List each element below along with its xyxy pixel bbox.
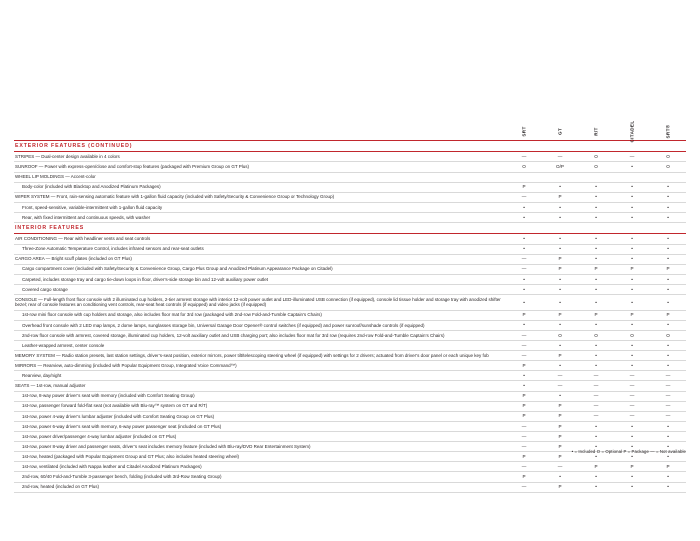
table-row: [14, 351, 686, 361]
table-row: [14, 172, 686, 182]
feature-label: AIR CONDITIONING — Rear with headliner vents and seat controls: [15, 236, 151, 242]
availability-cell: P: [542, 264, 578, 274]
availability-cell: •: [614, 192, 650, 202]
column-header-label: R/T: [593, 127, 599, 136]
feature-label-cell: [14, 320, 506, 330]
table-row: [14, 192, 686, 202]
availability-cell: O: [650, 330, 686, 340]
table-row: [14, 152, 686, 162]
availability-cell: P: [614, 264, 650, 274]
section-title: INTERIOR FEATURES: [14, 223, 686, 234]
availability-cell: —: [506, 432, 542, 442]
availability-cell: •: [650, 351, 686, 361]
availability-cell: •: [614, 351, 650, 361]
table-row: [14, 202, 686, 212]
column-header-4: [650, 108, 686, 141]
feature-label-cell: [14, 202, 506, 212]
availability-cell: P: [578, 310, 614, 320]
availability-cell: •: [614, 432, 650, 442]
availability-cell: •: [614, 284, 650, 294]
availability-cell: —: [578, 411, 614, 421]
availability-cell: •: [578, 192, 614, 202]
feature-label-cell: [14, 432, 506, 442]
availability-cell: •: [614, 212, 650, 222]
column-header-1: [542, 108, 578, 141]
availability-cell: •: [506, 212, 542, 222]
column-headers-row: [14, 108, 686, 141]
availability-cell: •: [578, 472, 614, 482]
feature-label: Leather-wrapped armrest, center console: [22, 342, 105, 348]
availability-cell: [506, 172, 542, 182]
feature-label: 1st-row, power driver/passenger 4-way lumbar adjuster (included on GT Plus): [22, 433, 177, 439]
feature-label: WHEEL LIP MOLDINGS — Accent-color: [15, 174, 96, 180]
availability-cell: P: [542, 351, 578, 361]
availability-cell: P: [614, 310, 650, 320]
table-row: [14, 244, 686, 254]
table-row: [14, 341, 686, 351]
availability-cell: •: [542, 244, 578, 254]
availability-cell: —: [542, 371, 578, 381]
feature-label: 1st-row, 8-way power driver’s seat with memory (included with Comfort Seating Group): [22, 393, 195, 399]
feature-label: Covered cargo storage: [22, 286, 68, 292]
availability-cell: •: [614, 295, 650, 311]
feature-label-cell: [14, 212, 506, 222]
availability-cell: —: [506, 192, 542, 202]
availability-cell: P: [506, 472, 542, 482]
availability-cell: •: [614, 254, 650, 264]
availability-cell: —: [650, 401, 686, 411]
availability-cell: •: [578, 244, 614, 254]
availability-cell: P: [650, 310, 686, 320]
table-row: [14, 212, 686, 222]
availability-cell: •: [614, 341, 650, 351]
availability-cell: —: [614, 411, 650, 421]
table-row: [14, 361, 686, 371]
availability-cell: —: [542, 381, 578, 391]
feature-label: 1st-row mini floor console with cup holders and storage, also includes floor mat for 3rd row (packaged with 2nd-row Fold-and-Tumble Captain’s Chairs): [22, 312, 322, 318]
feature-label-cell: [14, 421, 506, 431]
availability-cell: •: [650, 482, 686, 492]
feature-label: MIRRORS — Rearview, auto-dimming (included with Popular Equipment Group, Integrated Voice Command™): [15, 362, 237, 368]
availability-cell: [578, 172, 614, 182]
availability-cell: •: [506, 320, 542, 330]
feature-label-cell: [14, 234, 506, 244]
column-header-3: [614, 108, 650, 141]
availability-cell: •: [650, 320, 686, 330]
availability-cell: P: [542, 310, 578, 320]
table-row: [14, 264, 686, 274]
availability-cell: —: [614, 381, 650, 391]
availability-cell: •: [650, 284, 686, 294]
availability-cell: •: [578, 202, 614, 212]
feature-label-cell: [14, 411, 506, 421]
table-row: [14, 482, 686, 492]
availability-cell: —: [506, 254, 542, 264]
feature-label: Three-Zone Automatic Temperature Control, includes infrared sensors and rear-seat outlets: [22, 246, 204, 252]
availability-cell: •: [614, 274, 650, 284]
table-row: [14, 254, 686, 264]
availability-cell: •: [614, 452, 650, 462]
column-header-label: CITADEL: [629, 120, 635, 143]
availability-cell: —: [578, 401, 614, 411]
availability-cell: O: [650, 162, 686, 172]
availability-cell: •: [542, 274, 578, 284]
availability-cell: P: [542, 432, 578, 442]
availability-cell: •: [578, 212, 614, 222]
availability-cell: •: [650, 202, 686, 212]
feature-label: MEMORY SYSTEM — Radio station presets, last station settings, driver’s-seat position, exterior mirrors, power tilt/telescoping steering wheel (if equipped) with settings for 2 drivers; actuated from driver’s door panel or each unique key fob: [15, 352, 489, 358]
table-row: [14, 162, 686, 172]
availability-cell: •: [542, 391, 578, 401]
feature-label: Cargo compartment cover (included with Safety/Security & Convenience Group, Cargo Plus Group and Anodized Platinum Appearance Package on Citadel): [22, 266, 333, 272]
availability-cell: •: [614, 234, 650, 244]
availability-cell: P: [650, 264, 686, 274]
availability-cell: —: [506, 351, 542, 361]
feature-label: Carpeted, includes storage tray and cargo tie-down loops in floor, driver’s-side storage bin and 12-volt auxiliary power outlet: [22, 276, 268, 282]
availability-cell: •: [650, 212, 686, 222]
availability-cell: —: [614, 152, 650, 162]
availability-cell: •: [650, 182, 686, 192]
feature-label-cell: [14, 172, 506, 182]
availability-cell: •: [578, 234, 614, 244]
feature-label-cell: [14, 152, 506, 162]
availability-cell: —: [578, 381, 614, 391]
table-body: [14, 141, 686, 493]
availability-cell: •: [506, 295, 542, 311]
availability-cell: •: [506, 244, 542, 254]
availability-cell: —: [506, 341, 542, 351]
feature-label-cell: [14, 351, 506, 361]
availability-cell: —: [578, 371, 614, 381]
availability-cell: —: [650, 411, 686, 421]
feature-label-cell: [14, 192, 506, 202]
section-heading-row: [14, 223, 686, 234]
feature-label: 2nd-row, 60/40 Fold-and-Tumble 3-passenger bench, folding (included with 3rd-Row Seating Group): [22, 474, 222, 480]
column-header-0: [506, 108, 542, 141]
feature-label: Rearview, day/night: [22, 373, 62, 379]
availability-cell: •: [578, 351, 614, 361]
availability-cell: •: [506, 371, 542, 381]
availability-cell: •: [578, 432, 614, 442]
feature-label: 1st-row, power 4-way driver’s lumbar adjuster (included with Comfort Seating Group on GT Plus): [22, 413, 215, 419]
feature-label: 1st-row, heated (packaged with Popular Equipment Group and GT Plus; also includes heated steering wheel): [22, 453, 240, 459]
availability-cell: [542, 172, 578, 182]
availability-cell: •: [614, 202, 650, 212]
section-heading-row: [14, 141, 686, 152]
table-row: [14, 295, 686, 311]
availability-cell: —: [650, 391, 686, 401]
availability-cell: •: [542, 361, 578, 371]
table-row: [14, 381, 686, 391]
availability-cell: —: [578, 391, 614, 401]
table-row: [14, 320, 686, 330]
table-header: [14, 108, 686, 141]
feature-label: Body-color (included with Blacktop and Anodized Platinum Packages): [22, 184, 161, 190]
table-row: [14, 472, 686, 482]
feature-label-cell: [14, 472, 506, 482]
availability-cell: •: [578, 254, 614, 264]
availability-cell: •: [542, 295, 578, 311]
feature-label: CONSOLE — Full-length front floor console with 2 illuminated cup holders, 2-tier armrest storage with interior 12-volt power outlet and LED-illuminated USB connection (if equipped), console lid tissue holder and storage tray with anodized shifter bezel; rear of console features an conditioning vent controls, rear-seat heat controls (if equipped) and video jacks (if equipped): [15, 296, 501, 308]
availability-cell: —: [650, 381, 686, 391]
table-row: [14, 234, 686, 244]
table-row: [14, 330, 686, 340]
table-row: [14, 401, 686, 411]
table-row: [14, 411, 686, 421]
availability-cell: •: [578, 182, 614, 192]
feature-label: WIPER SYSTEM — Front, rain-sensing automatic feature with 1-gallon fluid capacity (included with Safety/Security & Convenience Group or Technology Group): [15, 194, 335, 200]
availability-cell: •: [650, 254, 686, 264]
feature-label-cell: [14, 361, 506, 371]
feature-label: SUNROOF — Power with express-open/close and comfort-stop features (packaged with Premium Group on GT Plus): [15, 164, 250, 170]
availability-cell: —: [614, 391, 650, 401]
availability-cell: O: [578, 330, 614, 340]
availability-cell: •: [650, 295, 686, 311]
availability-cell: •: [542, 320, 578, 330]
feature-label-cell: [14, 244, 506, 254]
feature-label: 2nd-row, heated (included on GT Plus): [22, 484, 99, 490]
availability-cell: O/P: [542, 162, 578, 172]
feature-label: 1st-row, passenger forward fold-flat seat (not available with Blu-ray™ system on GT and R/T): [22, 403, 208, 409]
availability-cell: •: [578, 361, 614, 371]
feature-label-cell: [14, 330, 506, 340]
feature-label: 1st-row, power 6-way driver’s seat with memory, 6-way power passenger seat (included on GT Plus): [22, 423, 222, 429]
availability-cell: •: [650, 452, 686, 462]
availability-cell: •: [578, 274, 614, 284]
feature-label: Rear, with fixed intermittent and continuous speeds, with washer: [22, 214, 151, 220]
availability-cell: O: [506, 162, 542, 172]
availability-cell: •: [650, 472, 686, 482]
feature-label-cell: [14, 274, 506, 284]
availability-cell: •: [650, 341, 686, 351]
table-row: [14, 432, 686, 442]
availability-cell: •: [578, 284, 614, 294]
availability-cell: P: [506, 401, 542, 411]
availability-cell: —: [614, 401, 650, 411]
column-header-label: GT: [557, 127, 563, 136]
availability-cell: [650, 172, 686, 182]
availability-cell: •: [506, 274, 542, 284]
availability-cell: O: [542, 330, 578, 340]
availability-cell: P: [542, 254, 578, 264]
feature-label: 1st-row, ventilated (included with Nappa leather and Citadel Anodized Platinum Packages): [22, 464, 202, 470]
availability-cell: P: [578, 264, 614, 274]
feature-label-cell: [14, 462, 506, 472]
feature-label-cell: [14, 310, 506, 320]
availability-cell: P: [542, 442, 578, 452]
availability-cell: •: [578, 442, 614, 452]
column-header-label: SRT®: [665, 124, 671, 139]
availability-cell: —: [614, 371, 650, 381]
availability-cell: •: [614, 361, 650, 371]
availability-cell: •: [650, 274, 686, 284]
availability-cell: O: [578, 162, 614, 172]
availability-cell: —: [506, 442, 542, 452]
availability-cell: •: [542, 472, 578, 482]
availability-cell: P: [542, 452, 578, 462]
availability-cell: •: [614, 182, 650, 192]
availability-cell: O: [578, 152, 614, 162]
table-row: [14, 391, 686, 401]
availability-cell: •: [578, 295, 614, 311]
availability-cell: —: [650, 371, 686, 381]
feature-label-cell: [14, 182, 506, 192]
availability-cell: •: [650, 421, 686, 431]
column-header-label: SRT: [521, 126, 527, 137]
availability-cell: —: [542, 152, 578, 162]
feature-label-cell: [14, 371, 506, 381]
availability-cell: •: [614, 482, 650, 492]
feature-label: CARGO AREA — Bright scuff plates (included on GT Plus): [15, 256, 132, 262]
feature-label: STRIPES — Dual-center design available in 4 colors: [15, 154, 120, 160]
availability-cell: •: [542, 202, 578, 212]
availability-cell: •: [506, 284, 542, 294]
availability-cell: P: [506, 391, 542, 401]
availability-cell: •: [506, 381, 542, 391]
table-row: [14, 421, 686, 431]
availability-cell: —: [506, 330, 542, 340]
legend: • = Included O = Optional P = Package — = Not available: [571, 449, 686, 454]
availability-cell: P: [614, 462, 650, 472]
availability-cell: •: [650, 192, 686, 202]
feature-label-cell: [14, 442, 506, 452]
table-row: [14, 182, 686, 192]
feature-label-cell: [14, 295, 506, 311]
availability-cell: —: [506, 462, 542, 472]
feature-label-cell: [14, 391, 506, 401]
availability-cell: P: [542, 482, 578, 492]
feature-label-cell: [14, 341, 506, 351]
availability-cell: •: [614, 472, 650, 482]
availability-cell: •: [650, 432, 686, 442]
availability-cell: •: [578, 482, 614, 492]
features-table: [14, 108, 686, 493]
feature-label-cell: [14, 254, 506, 264]
availability-cell: P: [506, 182, 542, 192]
availability-cell: •: [578, 452, 614, 462]
availability-cell: —: [542, 462, 578, 472]
availability-cell: •: [542, 284, 578, 294]
availability-cell: •: [650, 442, 686, 452]
feature-label-cell: [14, 162, 506, 172]
availability-cell: [614, 172, 650, 182]
section-title: EXTERIOR FEATURES (CONTINUED): [14, 141, 686, 152]
availability-cell: P: [542, 421, 578, 431]
header-spacer: [14, 108, 506, 141]
availability-cell: •: [650, 234, 686, 244]
feature-label-cell: [14, 284, 506, 294]
availability-cell: —: [506, 482, 542, 492]
feature-label-cell: [14, 482, 506, 492]
availability-cell: •: [578, 341, 614, 351]
availability-cell: P: [542, 192, 578, 202]
availability-cell: •: [506, 234, 542, 244]
availability-cell: •: [542, 212, 578, 222]
availability-cell: •: [542, 234, 578, 244]
feature-label: 1st-row, power 8-way driver and passenger seats, driver’s seat includes memory feature (included with Blu-ray/DVD Rear Entertainment System): [22, 443, 311, 449]
availability-cell: •: [614, 162, 650, 172]
feature-label-cell: [14, 401, 506, 411]
feature-label: Overhead front console with 2 LED map lamps, 2 dome lamps, sunglasses storage bin, Universal Garage Door Opener® control switches (if equipped) and power sunroof/sunshade controls (if equipped): [22, 322, 425, 328]
availability-cell: P: [506, 411, 542, 421]
table-row: [14, 371, 686, 381]
availability-cell: •: [614, 421, 650, 431]
feature-label-cell: [14, 264, 506, 274]
table-row: [14, 274, 686, 284]
availability-cell: •: [506, 202, 542, 212]
availability-cell: O: [614, 330, 650, 340]
availability-cell: P: [578, 462, 614, 472]
availability-cell: —: [506, 152, 542, 162]
feature-label-cell: [14, 381, 506, 391]
feature-label: Front, speed-sensitive, variable-intermittent with 1-gallon fluid capacity: [22, 204, 163, 210]
availability-cell: P: [542, 401, 578, 411]
availability-cell: P: [506, 452, 542, 462]
availability-cell: •: [578, 320, 614, 330]
availability-cell: •: [542, 182, 578, 192]
availability-cell: •: [614, 320, 650, 330]
table-row: [14, 284, 686, 294]
column-header-2: [578, 108, 614, 141]
availability-cell: •: [650, 244, 686, 254]
availability-cell: •: [578, 421, 614, 431]
feature-label: SEATS — 1st-row, manual adjuster: [15, 383, 86, 389]
table-row: [14, 310, 686, 320]
availability-cell: —: [506, 264, 542, 274]
table-row: [14, 462, 686, 472]
feature-label-cell: [14, 452, 506, 462]
availability-cell: P: [506, 361, 542, 371]
availability-cell: •: [542, 341, 578, 351]
availability-cell: P: [650, 462, 686, 472]
availability-cell: •: [614, 442, 650, 452]
availability-cell: P: [542, 411, 578, 421]
availability-cell: •: [614, 244, 650, 254]
availability-cell: O: [650, 152, 686, 162]
feature-label: 2nd-row floor console with armrest, covered storage, illuminated cup holders, 12-volt auxiliary outlet and USB charging port; also includes floor mat for 3rd row (requires 2nd-row Fold-and-Tumble Captain’s Chairs): [22, 332, 445, 338]
availability-cell: P: [506, 310, 542, 320]
availability-cell: —: [506, 421, 542, 431]
availability-cell: •: [650, 361, 686, 371]
